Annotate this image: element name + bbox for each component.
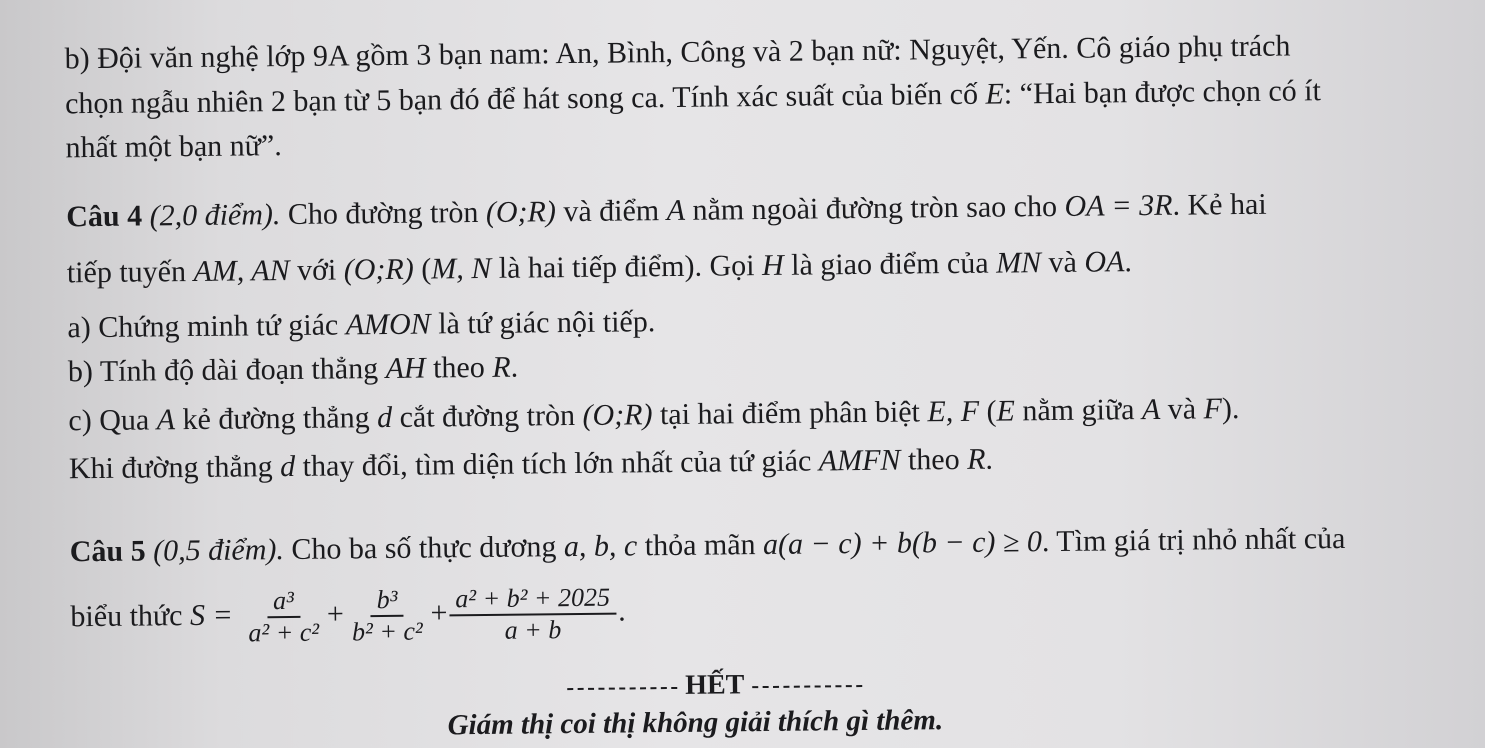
q4-l2-g: . xyxy=(1124,245,1133,279)
q4-part-a xyxy=(67,304,655,346)
fraction-2-denominator: b² + c² xyxy=(351,616,423,647)
proctor-note-text: Giám thị coi thị không giải thích gì thêm. xyxy=(447,704,944,742)
q4-label: Câu 4 xyxy=(66,199,143,234)
q4c-d: d xyxy=(376,400,393,435)
end-label: HẾT xyxy=(685,669,745,701)
q4c2-t2: theo xyxy=(907,442,960,477)
q5-text-1: Cho ba số thực dương xyxy=(291,530,557,566)
q4-points: (2,0 điểm). xyxy=(149,198,281,233)
q4-l2-c: ( xyxy=(421,252,432,286)
q4-text-4: . Kẻ hai xyxy=(1172,187,1267,222)
part-b-line-2 xyxy=(65,73,1321,122)
q4a-quad: AMON xyxy=(345,307,431,342)
end-marker xyxy=(559,666,871,705)
fraction-3 xyxy=(449,583,616,647)
q4-l2-h: H xyxy=(761,248,784,283)
q4c-t7: ). xyxy=(1221,392,1240,426)
part-b-text-2b: : “Hai bạn được chọn có ít xyxy=(1003,74,1322,111)
q4a-prefix: a) Chứng minh tứ giác xyxy=(67,308,339,345)
q4c-t6: và xyxy=(1167,392,1197,426)
q5-condition: a(a − c) + b(b − c) ≥ 0 xyxy=(762,525,1043,562)
q5-expr-prefix: biểu thức xyxy=(70,599,183,634)
q4a-suffix: là tứ giác nội tiếp. xyxy=(438,305,656,341)
plus-sign-1: + xyxy=(326,597,345,631)
q4-l2-circle: (O;R) xyxy=(343,252,414,287)
q4c2-t1: thay đổi, tìm diện tích lớn nhất của tứ giác xyxy=(302,444,812,483)
fraction-1-denominator: a² + c² xyxy=(248,617,320,648)
q4c-e: E xyxy=(996,394,1016,428)
part-b-line-1 xyxy=(64,28,1290,77)
q4c2-d: d xyxy=(280,449,296,484)
q4-l2-e: là giao điểm của xyxy=(791,246,989,282)
q4-l2-f: và xyxy=(1048,245,1078,280)
q4c-t3: tại hai điểm phân biệt xyxy=(659,395,921,432)
q4c-t4: ( xyxy=(986,394,997,428)
q4c2-prefix: Khi đường thẳng xyxy=(68,450,273,486)
expression-end-dot: . xyxy=(617,594,626,628)
q4-tangents: AM, AN xyxy=(193,253,290,288)
q4-l2-d: là hai tiếp điểm). Gọi xyxy=(498,249,755,285)
q4-l2-oa: OA xyxy=(1084,245,1125,279)
q4b-mid: theo xyxy=(432,350,485,385)
q4c-t2: cắt đường tròn xyxy=(399,399,576,434)
q4-text-1: Cho đường tròn xyxy=(287,196,479,231)
part-b-line-3 xyxy=(65,128,282,166)
q4-l2-b: với xyxy=(296,253,337,287)
fraction-1-numerator: a³ xyxy=(267,586,300,618)
q4-text-2: và điểm xyxy=(563,194,660,229)
q4-circle: (O;R) xyxy=(485,195,557,229)
q5-points: (0,5 điểm). xyxy=(152,533,285,568)
q4c-t1: kẻ đường thẳng xyxy=(182,401,370,437)
proctor-note xyxy=(447,702,943,743)
part-b-text-1: b) Đội văn nghệ lớp 9A gồm 3 bạn nam: An, Bình, Công và 2 bạn nữ: Nguyệt, Yến. Cô giáo phụ trách xyxy=(64,29,1291,76)
q4c-t5: nằm giữa xyxy=(1022,393,1135,428)
q4-part-c-line-2 xyxy=(69,442,993,488)
q4b-prefix: b) Tính độ dài đoạn thẳng xyxy=(67,352,379,389)
q5-label: Câu 5 xyxy=(69,534,146,569)
q4c-ef: E, F xyxy=(927,394,980,429)
q4b-seg: AH xyxy=(385,351,426,385)
q4-text-3: nằm ngoài đường tròn sao cho xyxy=(692,189,1058,227)
q4c-a2: A xyxy=(1141,392,1161,427)
q4b-suffix: . xyxy=(510,350,519,384)
q5-text-2: thỏa mãn xyxy=(644,528,756,563)
q4c2-r: R xyxy=(966,442,986,476)
q4-l2-a: tiếp tuyến xyxy=(66,255,187,290)
event-variable: E xyxy=(985,77,1004,111)
q4c-a: A xyxy=(156,403,176,437)
q5-text-3: . Tìm giá trị nhỏ nhất của xyxy=(1041,521,1346,559)
q4-point-a: A xyxy=(666,193,686,228)
end-dash-left xyxy=(567,687,677,690)
q4-l2-mn-seg: MN xyxy=(995,246,1042,280)
q5-s-label: S = xyxy=(189,598,233,633)
q4c2-t3: . xyxy=(985,442,994,476)
part-b-text-3: nhất một bạn nữ”. xyxy=(65,129,282,165)
fraction-1 xyxy=(242,586,325,649)
q5-expression-line xyxy=(70,578,626,650)
q4-l2-mn: M, N xyxy=(431,251,492,286)
q5-vars: a, b, c xyxy=(563,529,638,564)
fraction-3-denominator: a + b xyxy=(504,615,562,645)
plus-sign-2: + xyxy=(430,596,448,630)
q4-equation: OA = 3R xyxy=(1064,188,1173,223)
fraction-2 xyxy=(346,585,429,648)
q4b-r: R xyxy=(492,350,511,384)
fraction-3-numerator: a² + b² + 2025 xyxy=(449,583,616,617)
q4c-circle: (O;R) xyxy=(582,398,653,432)
q4c2-quad: AMFN xyxy=(818,443,901,478)
q4c-f: F xyxy=(1203,392,1223,426)
fraction-2-numerator: b³ xyxy=(371,585,404,617)
q4-part-b xyxy=(68,350,519,391)
q4c-prefix: c) Qua xyxy=(68,403,150,438)
end-dash-right xyxy=(752,685,862,688)
part-b-text-2a: chọn ngẫu nhiên 2 bạn từ 5 bạn đó để hát song ca. Tính xác suất của biến cố xyxy=(64,77,979,121)
